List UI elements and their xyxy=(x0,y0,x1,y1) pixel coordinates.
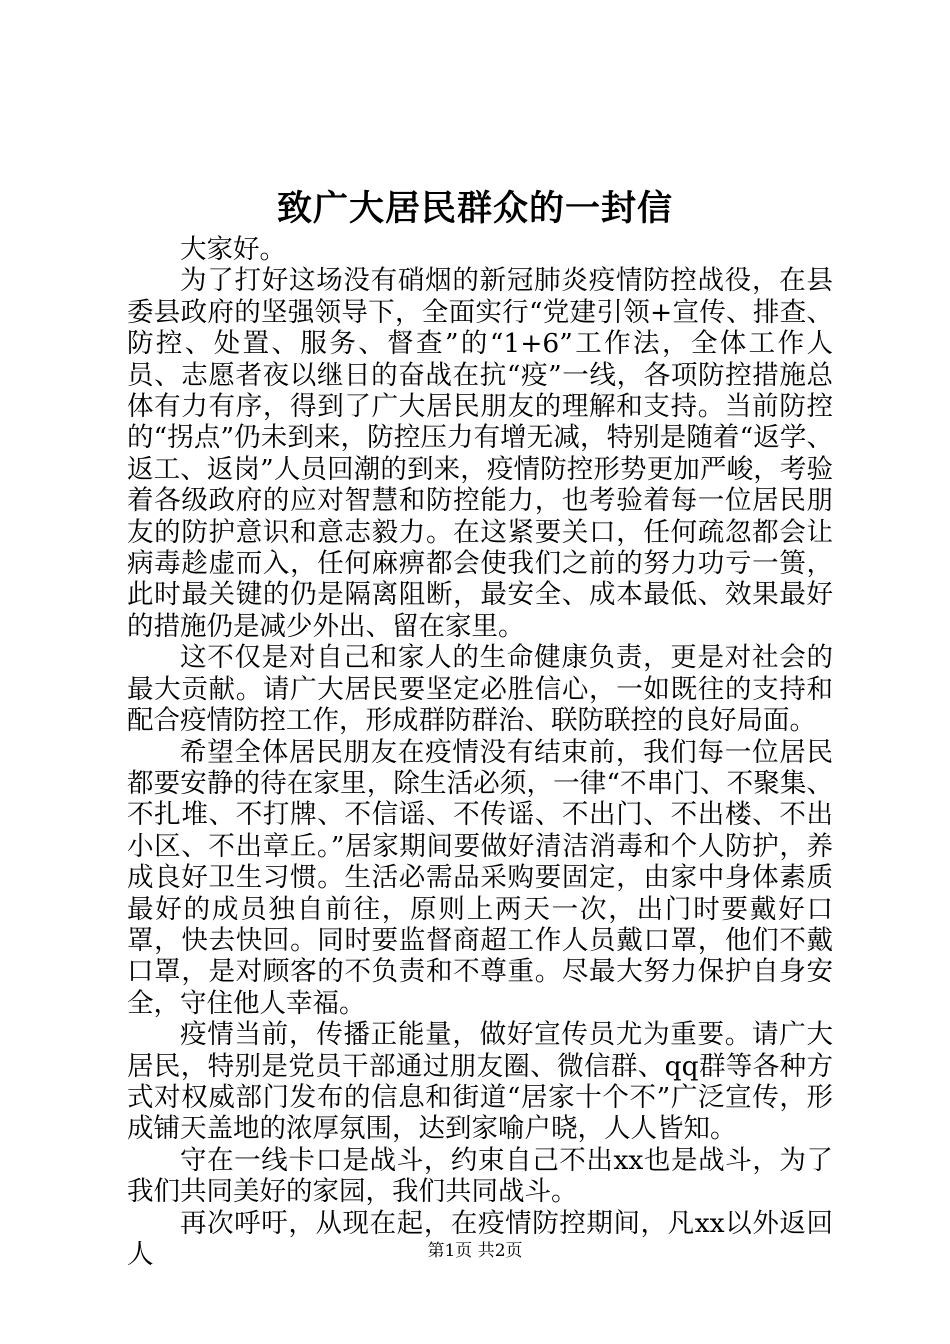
document-title: 致广大居民群众的一封信 xyxy=(276,188,673,229)
paragraph-5: 守在一线卡口是战斗，约束自己不出xx也是战斗，为了我们共同美好的家园，我们共同战斗。 xyxy=(127,1144,833,1208)
document-body xyxy=(127,234,833,1270)
paragraph-1: 为了打好这场没有硝烟的新冠肺炎疫情防控战役，在县委县政府的坚强领导下，全面实行“党建引领+宣传、排查、防控、处置、服务、督查”的“1+6”工作法，全体工作人员、志愿者夜以继日的奋战在抗“疫”一线，各项防控措施总体有力有序，得到了广大居民朋友的理解和支持。当前防控的“拐点”仍未到来，防控压力有增无减，特别是随着“返学、返工、返岗”人员回潮的到来，疫情防控形势更加严峻，考验着各级政府的应对智慧和防控能力，也考验着每一位居民朋友的防护意识和意志毅力。在这紧要关口，任何疏忽都会让病毒趁虚而入，任何麻痹都会使我们之前的努力功亏一篑，此时最关键的仍是隔离阻断，最安全、成本最低、效果最好的措施仍是减少外出、留在家里。 xyxy=(127,265,833,642)
page-number-footer: 第1页 共2页 xyxy=(427,1241,523,1261)
paragraph-greeting: 大家好。 xyxy=(180,234,286,265)
paragraph-6: 再次呼吁，从现在起，在疫情防控期间，凡xx以外返回人 xyxy=(127,1207,833,1270)
paragraph-2: 这不仅是对自己和家人的生命健康负责，更是对社会的最大贡献。请广大居民要坚定必胜信心，一如既往的支持和配合疫情防控工作，形成群防群治、联防联控的良好局面。 xyxy=(127,642,833,737)
paragraph-3: 希望全体居民朋友在疫情没有结束前，我们每一位居民都要安静的待在家里，除生活必须，一律“不串门、不聚集、不扎堆、不打牌、不信谣、不传谣、不出门、不出楼、不出小区、不出章丘。”居家期间要做好清洁消毒和个人防护，养成良好卫生习惯。生活必需品采购要固定，由家中身体素质最好的成员独自前往，原则上两天一次，出门时要戴好口罩，快去快回。同时要监督商超工作人员戴口罩，他们不戴口罩，是对顾客的不负责和不尊重。尽最大努力保护自身安全，守住他人幸福。 xyxy=(127,736,833,1019)
paragraph-4: 疫情当前，传播正能量，做好宣传员尤为重要。请广大居民，特别是党员干部通过朋友圈、微信群、qq群等各种方式对权威部门发布的信息和街道“居家十个不”广泛宣传，形成铺天盖地的浓厚氛围，达到家喻户晓，人人皆知。 xyxy=(127,1019,833,1145)
